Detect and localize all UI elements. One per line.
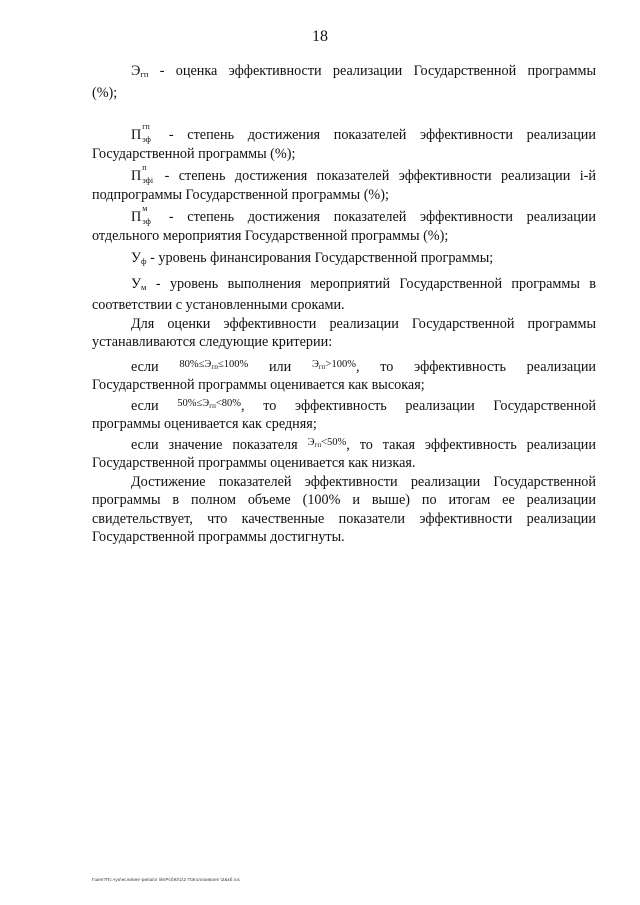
criterion-medium-text-2: программы оценивается как средняя; xyxy=(92,416,317,432)
criterion-low-text-2: Государственной программы оценивается как низкая. xyxy=(92,455,416,471)
definition-peff-p xyxy=(92,163,596,204)
criterion-low: если значение показателя $^{Э_{гп}<50\%}$, то такая эффективность реализации Государственной программы оценивается как низкая. xyxy=(92,436,596,471)
definition-egp-text: - оценка эффективности реализации Государственной программы xyxy=(148,63,596,79)
criterion-medium-if: если xyxy=(131,397,159,414)
criteria-intro: Для оценки эффективности реализации Государственной программы устанавливаются следующие критерии: xyxy=(92,315,596,350)
definition-peff-p-text-2: подпрограммы Государственной программы (%); xyxy=(92,186,389,203)
formula-low: Эгп<50% xyxy=(307,436,347,449)
criterion-medium: если $^{50\%\le Э_{гп}<80\%}$, то эффективность реализации Государственной программы оценивается как средняя; xyxy=(92,397,597,432)
definition-peff-m-text: - степень достижения показателей эффективности реализации xyxy=(155,209,596,225)
criterion-high: если $^{80\%\le Э_{гп}\le 100\%}$ или $^{Э_{гп}>100\%}$, то эффективность реализации Государственной программы оценивается как высокая; xyxy=(92,358,597,393)
definition-peff-gp xyxy=(92,122,596,163)
definition-peff-p-text: - степень достижения показателей эффективности реализации i-й xyxy=(155,168,596,184)
criterion-high-or: или xyxy=(268,358,292,375)
page-number: 18 xyxy=(312,28,328,45)
formula-medium: 50%≤Эгп<80% xyxy=(177,397,242,410)
symbol-peff-m: П м эф xyxy=(131,204,151,226)
symbol-egp: $Э_{гп}$ xyxy=(131,63,149,79)
definition-egp-text-2: (%); xyxy=(92,84,118,101)
definition-peff-m-text-2: отдельного мероприятия Государственной программы (%); xyxy=(92,227,449,244)
formula-high-1: 80%≤Эгп≤100% xyxy=(179,358,249,371)
definition-uf-text: - уровень финансирования Государственной программы; xyxy=(146,250,494,266)
criterion-high-text-2: Государственной программы оценивается как высокая; xyxy=(92,377,425,393)
definition-peff-gp-text-2: Государственной программы (%); xyxy=(92,145,296,162)
definition-um-text-2: соответствии с установленными сроками. xyxy=(92,297,345,313)
symbol-peff-gp: П гп эф xyxy=(131,122,151,144)
footer-file-path: Гшеп?Пс.чуо\нсли\инг-рипш\л \йлРсбЮ\1\2 ПЭголлоивоеп \2&кб.\ос xyxy=(92,877,241,882)
criterion-low-text: если значение показателя xyxy=(131,436,298,453)
symbol-peff-p: П п эфi xyxy=(131,163,154,185)
formula-high-2: Эгп>100% xyxy=(311,358,356,371)
symbol-uf: $У_ф$ xyxy=(131,250,147,266)
definition-um-text: - уровень выполнения мероприятий Государственной программы в xyxy=(146,275,596,292)
conclusion-paragraph: Достижение показателей эффективности реализации Государственной программы в полном объеме (100% и выше) по итогам ее реализации свидетельствует, что качественные показатели эффективности реализации Государственной программы достигнуты. xyxy=(92,473,596,545)
definition-uf xyxy=(92,249,596,271)
definition-peff-m xyxy=(92,204,596,245)
definition-egp xyxy=(92,62,596,102)
criterion-high-if: если xyxy=(131,358,159,375)
definition-peff-gp-text: - степень достижения показателей эффективности реализации xyxy=(155,127,596,143)
symbol-um: $У_м$ xyxy=(131,275,147,292)
definition-um xyxy=(92,275,596,315)
document-body xyxy=(92,62,596,547)
